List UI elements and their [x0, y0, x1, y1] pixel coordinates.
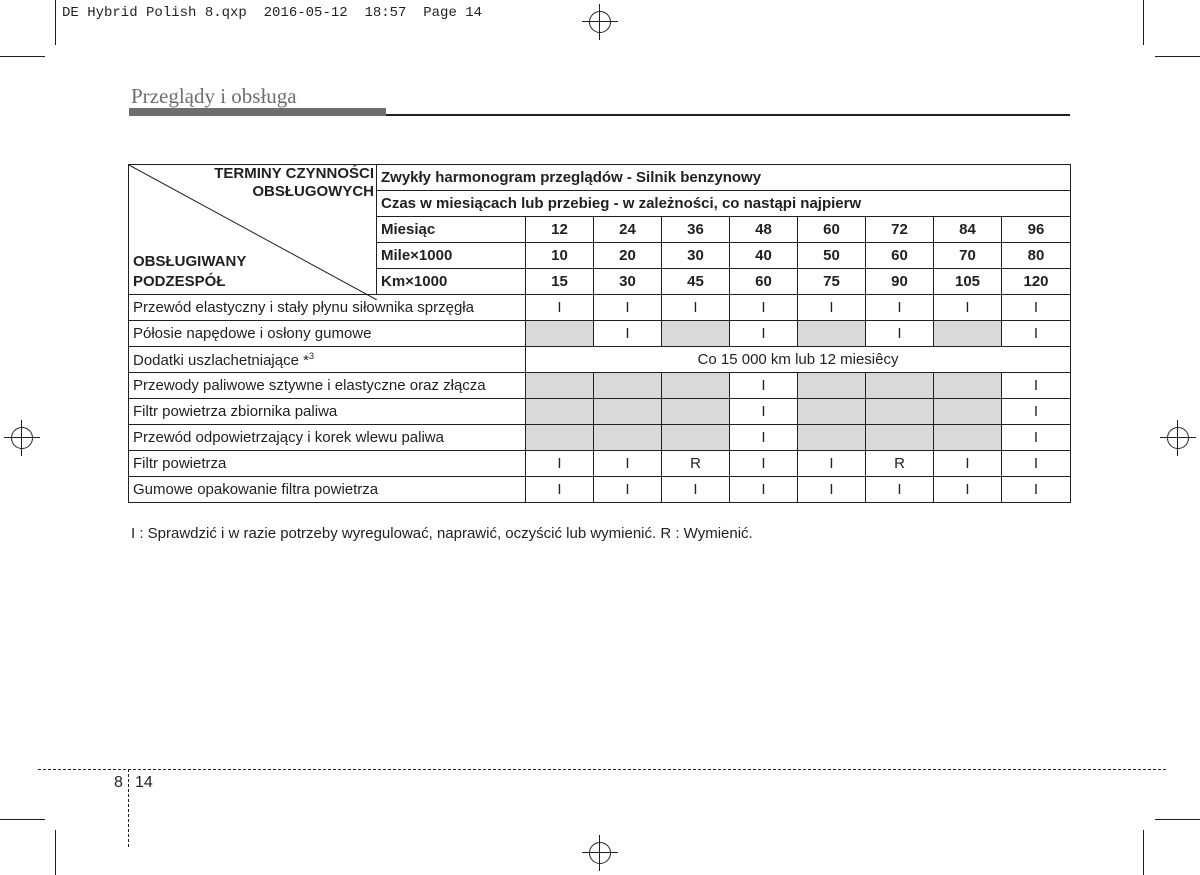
legend-text: I : Sprawdzić i w razie potrzeby wyregulować, naprawić, oczyścić lub wymienić. R : Wymienić.: [131, 525, 753, 542]
mile-value: 40: [730, 243, 798, 269]
schedule-cell: I: [1002, 477, 1071, 503]
schedule-cell: I: [1002, 321, 1071, 347]
schedule-cell: I: [730, 477, 798, 503]
schedule-cell: I: [730, 425, 798, 451]
schedule-cell: [594, 399, 662, 425]
schedule-cell: [526, 373, 594, 399]
corner-bottom-label-2: PODZESPÓŁ: [133, 273, 226, 290]
interval-note: Co 15 000 km lub 12 miesiêcy: [526, 347, 1071, 373]
schedule-cell: I: [1002, 295, 1071, 321]
section-title: Przeglądy i obsługa: [131, 84, 297, 108]
month-value: 72: [866, 217, 934, 243]
schedule-cell: [798, 399, 866, 425]
schedule-cell: I: [594, 477, 662, 503]
corner-top-label-2: OBSŁUGOWYCH: [252, 183, 374, 200]
schedule-cell: I: [526, 477, 594, 503]
schedule-cell: [662, 399, 730, 425]
crop-mark: [1143, 830, 1144, 875]
month-value: 36: [662, 217, 730, 243]
schedule-cell: [934, 399, 1002, 425]
table-row: [129, 477, 1071, 503]
component-name: Przewody paliwowe sztywne i elastyczne oraz złącza: [129, 373, 526, 399]
month-value: 84: [934, 217, 1002, 243]
schedule-cell: [934, 425, 1002, 451]
schedule-cell: I: [730, 295, 798, 321]
schedule-cell: I: [798, 477, 866, 503]
schedule-cell: [662, 425, 730, 451]
corner-bottom-label-1: OBSŁUGIWANY: [133, 253, 247, 270]
month-value: 24: [594, 217, 662, 243]
km-label: Km×1000: [377, 269, 526, 295]
schedule-cell: [866, 373, 934, 399]
schedule-cell: [594, 373, 662, 399]
schedule-cell: I: [662, 295, 730, 321]
km-value: 75: [798, 269, 866, 295]
title-rule: [386, 114, 1070, 116]
schedule-cell: I: [1002, 373, 1071, 399]
mile-value: 20: [594, 243, 662, 269]
page-number: 14: [135, 774, 153, 791]
schedule-cell: I: [934, 295, 1002, 321]
crop-mark: [1155, 56, 1200, 57]
mile-value: 60: [866, 243, 934, 269]
crop-mark: [1155, 819, 1200, 820]
mile-value: 80: [1002, 243, 1071, 269]
component-name: Gumowe opakowanie filtra powietrza: [129, 477, 526, 503]
footer-rule: [38, 769, 1166, 770]
schedule-cell: [866, 425, 934, 451]
component-name: Filtr powietrza zbiornika paliwa: [129, 399, 526, 425]
component-name: Przewód elastyczny i stały płynu siłownika sprzęgła: [129, 295, 526, 321]
schedule-cell: [594, 425, 662, 451]
table-row: [129, 347, 1071, 373]
chapter-number: 8: [114, 774, 123, 791]
crop-mark: [0, 56, 45, 57]
schedule-cell: [798, 321, 866, 347]
table-row: [129, 425, 1071, 451]
schedule-cell: [798, 425, 866, 451]
schedule-cell: I: [730, 399, 798, 425]
month-value: 48: [730, 217, 798, 243]
schedule-cell: R: [662, 451, 730, 477]
schedule-cell: I: [866, 295, 934, 321]
schedule-cell: I: [1002, 425, 1071, 451]
schedule-cell: I: [798, 295, 866, 321]
km-value: 60: [730, 269, 798, 295]
crop-mark: [55, 0, 56, 45]
schedule-cell: [866, 399, 934, 425]
schedule-cell: I: [866, 477, 934, 503]
km-value: 90: [866, 269, 934, 295]
km-value: 30: [594, 269, 662, 295]
schedule-cell: [798, 373, 866, 399]
component-name: Dodatki uszlachetniające *$^3$: [129, 347, 526, 373]
maintenance-schedule-table: [128, 164, 1071, 503]
crop-mark: [1143, 0, 1144, 45]
km-value: 120: [1002, 269, 1071, 295]
table-row: [129, 373, 1071, 399]
table-corner-header: [129, 165, 377, 295]
footnote-ref: 3: [308, 350, 314, 361]
crop-mark: [0, 819, 45, 820]
schedule-cell: I: [730, 321, 798, 347]
mile-value: 70: [934, 243, 1002, 269]
corner-top-label-1: TERMINY CZYNNOŚCI: [214, 165, 374, 182]
schedule-cell: R: [866, 451, 934, 477]
schedule-cell: I: [526, 295, 594, 321]
km-value: 15: [526, 269, 594, 295]
schedule-cell: [662, 373, 730, 399]
schedule-cell: I: [526, 451, 594, 477]
schedule-cell: I: [934, 451, 1002, 477]
table-row: [129, 451, 1071, 477]
month-value: 12: [526, 217, 594, 243]
schedule-cell: I: [730, 451, 798, 477]
print-slug: DE Hybrid Polish 8.qxp 2016-05-12 18:57 Page 14: [62, 5, 483, 21]
registration-mark-icon: [1160, 420, 1196, 456]
month-value: 60: [798, 217, 866, 243]
schedule-cell: I: [798, 451, 866, 477]
mile-label: Mile×1000: [377, 243, 526, 269]
crop-mark: [55, 830, 56, 875]
schedule-cell: [526, 399, 594, 425]
component-name: Półosie napędowe i osłony gumowe: [129, 321, 526, 347]
mile-value: 10: [526, 243, 594, 269]
schedule-cell: [526, 425, 594, 451]
registration-mark-icon: [582, 4, 618, 40]
schedule-title: Zwykły harmonogram przeglądów - Silnik benzynowy: [377, 165, 1071, 191]
mile-value: 30: [662, 243, 730, 269]
km-value: 45: [662, 269, 730, 295]
schedule-subtitle: Czas w miesiącach lub przebieg - w zależności, co nastąpi najpierw: [377, 191, 1071, 217]
schedule-cell: [662, 321, 730, 347]
table-row: [129, 399, 1071, 425]
month-label: Miesiąc: [377, 217, 526, 243]
registration-mark-icon: [582, 835, 618, 871]
schedule-cell: I: [730, 373, 798, 399]
schedule-cell: [526, 321, 594, 347]
component-name: Filtr powietrza: [129, 451, 526, 477]
schedule-cell: I: [594, 451, 662, 477]
schedule-cell: [934, 321, 1002, 347]
table-row: [129, 321, 1071, 347]
schedule-cell: I: [934, 477, 1002, 503]
mile-value: 50: [798, 243, 866, 269]
schedule-cell: I: [662, 477, 730, 503]
component-name: Przewód odpowietrzający i korek wlewu paliwa: [129, 425, 526, 451]
schedule-cell: I: [1002, 451, 1071, 477]
registration-mark-icon: [4, 420, 40, 456]
schedule-cell: I: [594, 295, 662, 321]
month-value: 96: [1002, 217, 1071, 243]
km-value: 105: [934, 269, 1002, 295]
schedule-cell: I: [1002, 399, 1071, 425]
schedule-cell: I: [866, 321, 934, 347]
schedule-cell: I: [594, 321, 662, 347]
title-bar: [129, 108, 386, 116]
schedule-cell: [934, 373, 1002, 399]
footer-divider: [128, 769, 129, 847]
